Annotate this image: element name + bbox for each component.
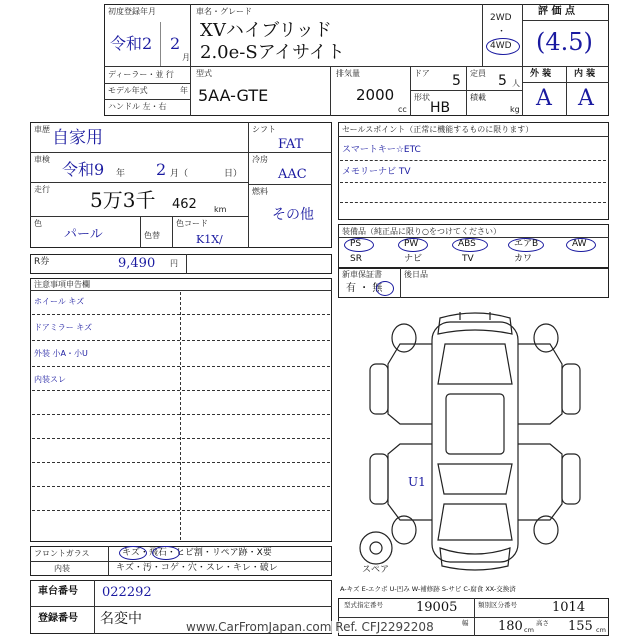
r-ticket-value: 9,490 bbox=[118, 256, 156, 271]
equip-pw: PW bbox=[404, 239, 419, 249]
handle-label: ハンドル 左・右 bbox=[108, 102, 167, 111]
car-name-label: 車名・グレード bbox=[196, 7, 252, 16]
warranty-label: 新車保証書 bbox=[342, 270, 382, 279]
inspection-month: 2 bbox=[156, 160, 167, 179]
drive-2wd: 2WD bbox=[490, 13, 512, 23]
interior-grade-label: 内 装 bbox=[574, 69, 596, 79]
equip-navi: ナビ bbox=[404, 254, 423, 264]
r-ticket-frame bbox=[30, 254, 332, 274]
inspection-year-unit: 年 bbox=[116, 169, 126, 179]
spare-label: スペア bbox=[362, 565, 390, 575]
color-label: 色 bbox=[34, 219, 42, 228]
height-unit: cm bbox=[596, 626, 606, 634]
equip-abs: ABS bbox=[458, 239, 476, 249]
mileage-label: 走行 bbox=[34, 185, 50, 194]
width-label: 幅 bbox=[462, 619, 469, 627]
ac-label: 冷房 bbox=[252, 155, 268, 164]
capacity-unit: 人 bbox=[512, 79, 520, 88]
r-ticket-label: R券 bbox=[34, 257, 50, 267]
equip-ps: PS bbox=[350, 239, 362, 249]
car-damage-diagram bbox=[340, 304, 610, 574]
equip-leather: カワ bbox=[514, 254, 533, 264]
warranty-value: 有 ・ 無 bbox=[346, 283, 383, 294]
fuel-value: その他 bbox=[272, 207, 314, 223]
width-unit: cm bbox=[524, 626, 534, 634]
sales-point-label: セールスポイント（正常に機能するものに限ります） bbox=[342, 125, 534, 134]
color-code-value: K1X/ bbox=[196, 233, 223, 246]
shift-value: FAT bbox=[278, 137, 304, 152]
reg-month-unit: 月 bbox=[182, 53, 190, 62]
note-line-1: ホイール キズ bbox=[34, 297, 85, 306]
car-grade: 2.0e-Sアイサイト bbox=[200, 42, 345, 63]
exterior-grade-label: 外 装 bbox=[530, 69, 552, 79]
model-year-label: モデル年式 bbox=[108, 86, 148, 95]
type-value: 5AA-GTE bbox=[198, 86, 269, 105]
class-label: 類別区分番号 bbox=[478, 601, 517, 609]
notes-frame bbox=[30, 278, 332, 542]
chassis-number: 022292 bbox=[102, 585, 152, 600]
width-value: 180 bbox=[498, 619, 523, 634]
score-label: 評 価 点 bbox=[538, 6, 575, 17]
r-ticket-unit: 円 bbox=[170, 259, 178, 268]
chassis-label: 車台番号 bbox=[38, 586, 78, 597]
door-label: ドア bbox=[414, 69, 430, 78]
door-value: 5 bbox=[452, 73, 461, 89]
note-line-3: 外装 小A・小U bbox=[34, 349, 88, 358]
damage-mark-u1: U1 bbox=[408, 475, 426, 489]
fuel-label: 燃料 bbox=[252, 187, 268, 196]
type-spec-value: 19005 bbox=[416, 600, 458, 615]
displacement-label: 排気量 bbox=[336, 69, 360, 78]
equipment-label: 装備品（純正品に限り○をつけてください） bbox=[342, 227, 501, 236]
ac-value: AAC bbox=[278, 167, 307, 182]
note-line-2: ドアミラー キズ bbox=[34, 323, 93, 332]
mileage-extra: 462 bbox=[172, 197, 197, 212]
registration-label: 登録番号 bbox=[38, 613, 78, 624]
type-label: 型式 bbox=[196, 69, 212, 78]
notes-label: 注意事項申告欄 bbox=[34, 280, 90, 289]
after-items-label: 後日品 bbox=[404, 270, 428, 279]
drive-4wd: 4WD bbox=[490, 41, 512, 51]
inspection-month-unit: 月（ bbox=[170, 169, 189, 179]
reg-date-month: 2 bbox=[170, 34, 181, 53]
displacement-value: 2000 bbox=[356, 86, 395, 104]
color-value: パール bbox=[64, 227, 103, 242]
front-glass-label: フロントガラス bbox=[34, 549, 90, 558]
front-glass-value: キズ・飛石・ヒビ割・リペア跡・X要 bbox=[122, 548, 272, 558]
car-name: XVハイブリッド bbox=[200, 20, 332, 41]
watermark: www.CarFromJapan.com Ref. CFJ2292208 bbox=[186, 620, 434, 634]
exterior-grade: A bbox=[536, 86, 552, 111]
inspection-label: 車検 bbox=[34, 155, 50, 164]
load-label: 積載 bbox=[470, 93, 486, 102]
equip-aw: AW bbox=[572, 239, 587, 249]
dealer-label: ディーラー・並 行 bbox=[108, 70, 174, 79]
inspection-era: 令和9 bbox=[62, 160, 105, 179]
reg-date-label: 初度登録年月 bbox=[108, 7, 156, 16]
interior-value: キズ・汚・コゲ・穴・スレ・キレ・破レ bbox=[116, 563, 278, 573]
body-value: HB bbox=[430, 100, 451, 116]
shift-label: シフト bbox=[252, 125, 276, 134]
class-value: 1014 bbox=[552, 600, 586, 615]
note-line-4: 内装スレ bbox=[34, 375, 66, 384]
interior-label: 内装 bbox=[54, 564, 70, 573]
equip-sr: SR bbox=[350, 254, 362, 264]
registration-value: 名変中 bbox=[100, 611, 142, 627]
capacity-value: 5 bbox=[498, 73, 507, 89]
equip-tv: TV bbox=[462, 254, 474, 264]
warranty-none-circle bbox=[376, 281, 394, 296]
glass-scratch-circle bbox=[119, 546, 147, 560]
sales-point-line-2: メモリーナビ TV bbox=[342, 167, 411, 177]
damage-legend: A-キズ E-エクボ U-凹み W-補修跡 S-サビ C-腐食 XX-交換済 bbox=[340, 585, 516, 593]
height-label: 高さ bbox=[536, 619, 549, 627]
sales-point-line-1: スマートキー☆ETC bbox=[342, 145, 421, 155]
type-spec-label: 型式指定番号 bbox=[344, 601, 383, 609]
mileage-value: 5万3千 bbox=[90, 188, 156, 212]
score-value: (4.5) bbox=[536, 28, 593, 56]
usage-value: 自家用 bbox=[52, 128, 103, 148]
capacity-label: 定員 bbox=[470, 69, 486, 78]
load-unit: kg bbox=[510, 105, 520, 114]
interior-grade: A bbox=[578, 86, 594, 111]
body-label: 形状 bbox=[414, 93, 430, 102]
reg-date-era: 令和2 bbox=[110, 34, 153, 53]
color-code-label: 色コード bbox=[176, 219, 208, 228]
color-swap-label: 色替 bbox=[144, 231, 160, 240]
glass-chip-circle bbox=[152, 546, 180, 560]
displacement-unit: cc bbox=[398, 105, 407, 114]
equip-airbag: エアB bbox=[514, 239, 539, 249]
inspection-day-unit: 日） bbox=[224, 169, 243, 179]
model-year-unit: 年 bbox=[180, 86, 188, 95]
drive-dot: ・ bbox=[497, 27, 507, 37]
usage-label: 車歴 bbox=[34, 125, 50, 134]
height-value: 155 bbox=[568, 619, 593, 634]
mileage-unit: km bbox=[214, 205, 227, 214]
